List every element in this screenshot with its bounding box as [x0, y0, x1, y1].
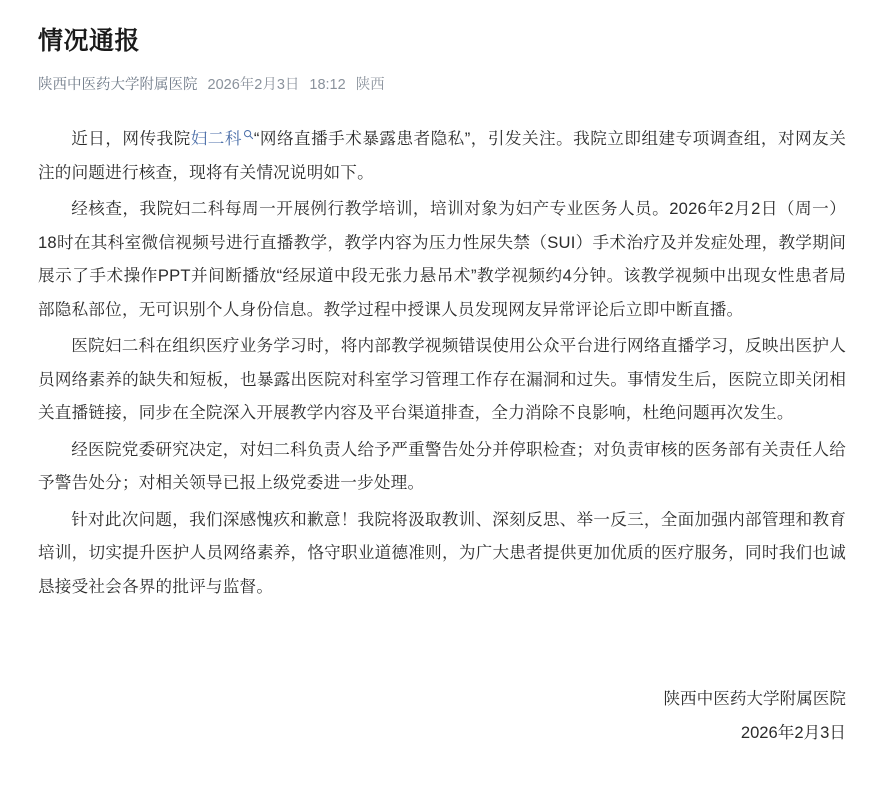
paragraph-1-after: “网络直播手术暴露患者隐私”，引发关注。我院立即组建专项调查组，对网友关注的问题进行核查，现将有关情况说明如下。 — [38, 129, 847, 182]
article-source[interactable]: 陕西中医药大学附属医院 — [38, 77, 198, 93]
paragraph-2: 经核查，我院妇二科每周一开展例行教学培训，培训对象为妇产专业医务人员。2026年2月2日（周一）18时在其科室微信视频号进行直播教学，教学内容为压力性尿失禁（SUI）手术治疗及并发症处理，教学期间展示了手术操作PPT并间断播放“经尿道中段无张力悬吊术”教学视频约4分钟。该教学视频中出现女性患者局部隐私部位，无可识别个人身份信息。教学过程中授课人员发现网友异常评论后立即中断直播。 — [38, 199, 846, 319]
paragraph-4: 经医院党委研究决定，对妇二科负责人给予严重警告处分并停职检查；对负责审核的医务部有关责任人给予警告处分；对相关领导已报上级党委进一步处理。 — [38, 439, 846, 492]
search-icon — [243, 129, 254, 140]
signature-org: 陕西中医药大学附属医院 — [663, 689, 846, 708]
article-time: 18:12 — [309, 77, 346, 93]
signature-block — [663, 682, 846, 749]
paragraph-3: 医院妇二科在组织医疗业务学习时，将内部教学视频错误使用公众平台进行网络直播学习，反映出医护人员网络素养的缺失和短板，也暴露出医院对科室学习管理工作存在漏洞和过失。事情发生后，医院立即关闭相关直播链接，同步在全院深入开展教学内容及平台渠道排查，全力消除不良影响，杜绝问题再次发生。 — [38, 336, 846, 422]
page-title: 情况通报 — [38, 27, 141, 55]
article-body — [38, 122, 846, 603]
paragraph-5: 针对此次问题，我们深感愧疚和歉意！我院将汲取教训、深刻反思、举一反三，全面加强内部管理和教育培训，切实提升医护人员网络素养，恪守职业道德准则，为广大患者提供更加优质的医疗服务，同时我们也诚恳接受社会各界的批评与监督。 — [38, 509, 846, 596]
keyword-label: 妇二科 — [190, 129, 242, 148]
paragraph-1-before: 近日，网传我院 — [71, 129, 191, 148]
paragraph-1 — [38, 122, 846, 189]
article-region: 陕西 — [355, 77, 385, 93]
article-date: 2026年2月3日 — [207, 77, 300, 93]
signature-date: 2026年2月3日 — [740, 722, 846, 742]
article-meta — [38, 74, 846, 96]
keyword-link[interactable] — [191, 129, 254, 148]
